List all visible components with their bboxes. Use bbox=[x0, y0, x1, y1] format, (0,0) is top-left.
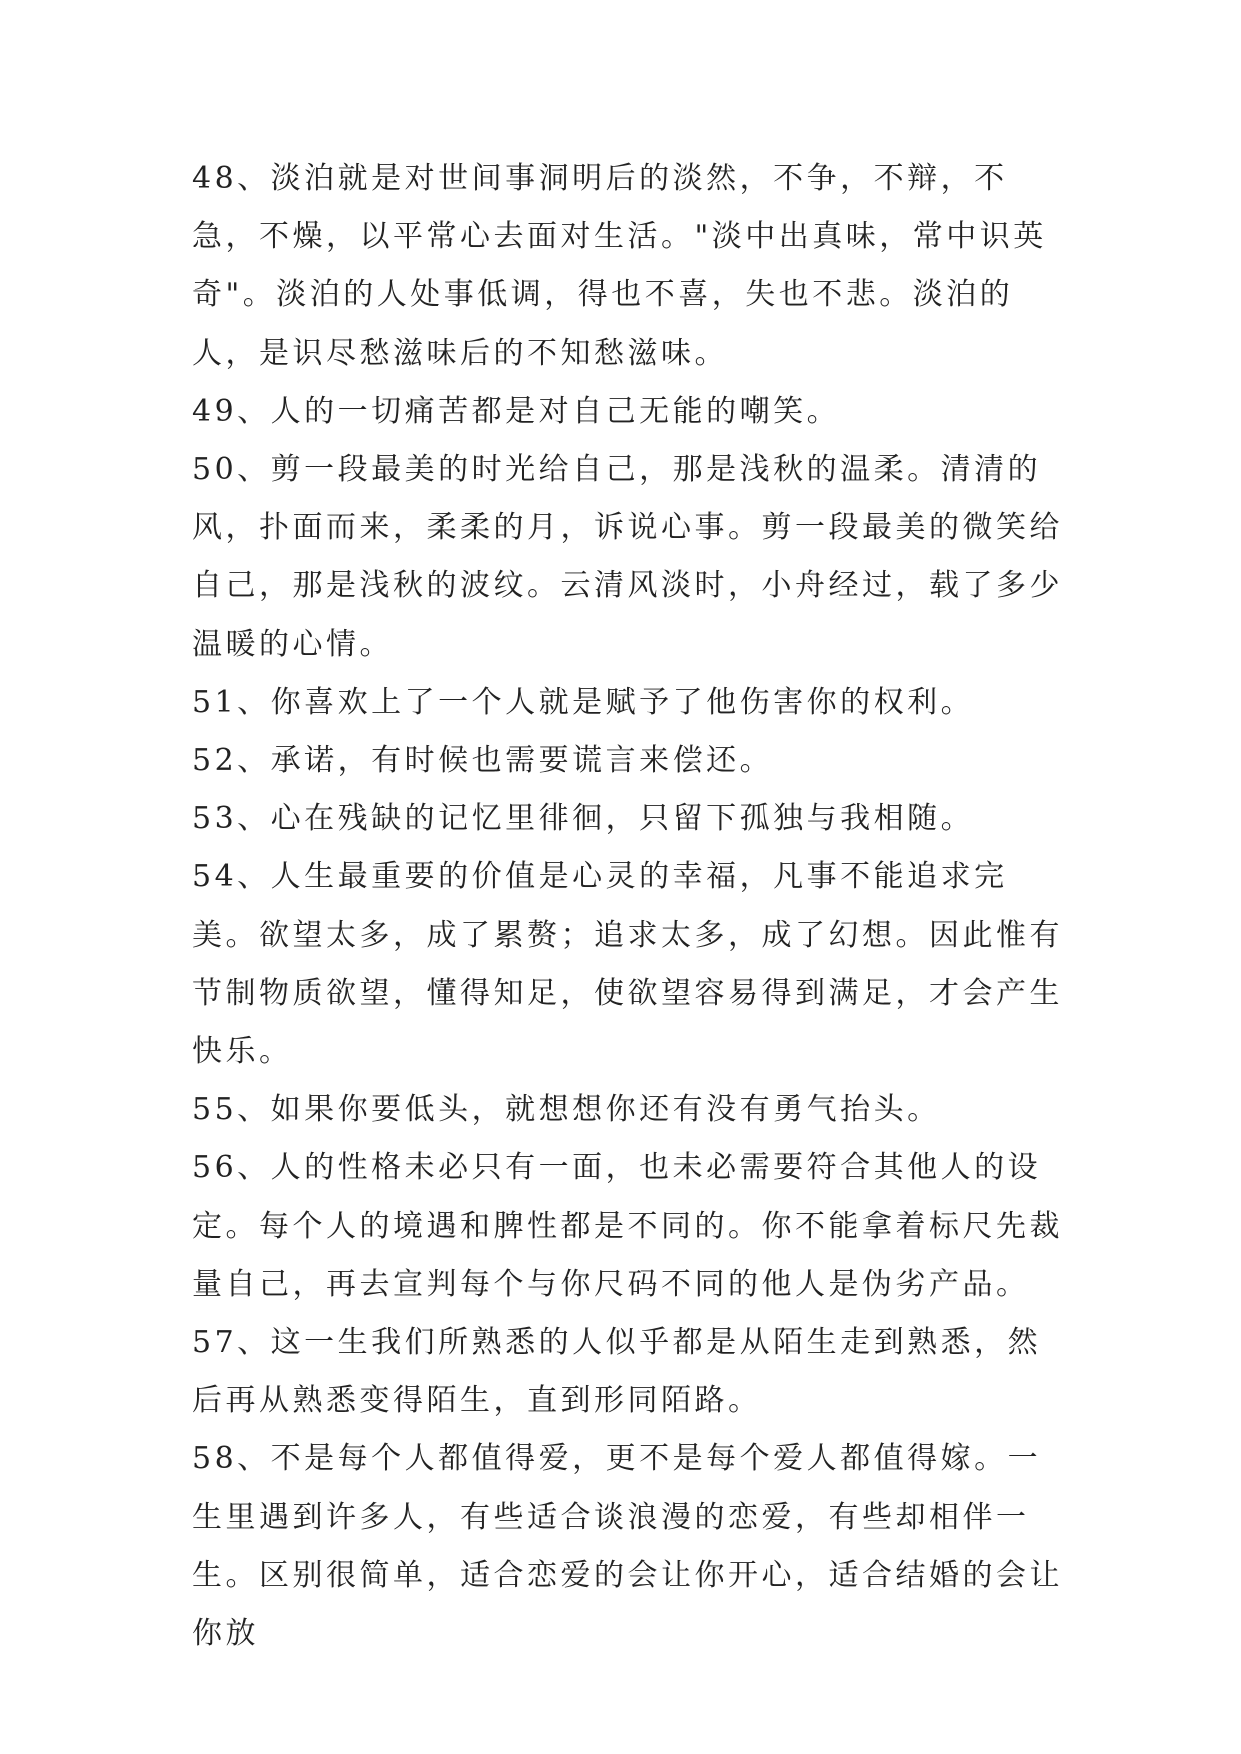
paragraph-53: 53、心在残缺的记忆里徘徊，只留下孤独与我相随。 bbox=[192, 801, 975, 837]
paragraph-50: 50、剪一段最美的时光给自己，那是浅秋的温柔。清清的风，扑面而来，柔柔的月，诉说心事。剪一段最美的微笑给自己，那是浅秋的波纹。云清风淡时，小舟经过，载了多少温暖的心情。 bbox=[192, 452, 1063, 662]
paragraph-56: 56、人的性格未必只有一面，也未必需要符合其他人的设定。每个人的境遇和脾性都是不同的。你不能拿着标尺先裁量自己，再去宣判每个与你尺码不同的他人是伪劣产品。 bbox=[192, 1150, 1063, 1302]
paragraph-55: 55、如果你要低头，就想想你还有没有勇气抬头。 bbox=[192, 1092, 941, 1128]
paragraph-54: 54、人生最重要的价值是心灵的幸福，凡事不能追求完美。欲望太多，成了累赘；追求太多，成了幻想。因此惟有节制物质欲望，懂得知足，使欲望容易得到满足，才会产生快乐。 bbox=[192, 859, 1063, 1070]
paragraph-58: 58、不是每个人都值得爱，更不是每个爱人都值得嫁。一生里遇到许多人，有些适合谈浪漫的恋爱，有些却相伴一生。区别很简单，适合恋爱的会让你开心，适合结婚的会让你放 bbox=[192, 1441, 1063, 1652]
paragraph-49: 49、人的一切痛苦都是对自己无能的嘲笑。 bbox=[192, 393, 841, 429]
paragraph-57: 57、这一生我们所熟悉的人似乎都是从陌生走到熟悉，然后再从熟悉变得陌生，直到形同陌路。 bbox=[192, 1325, 1042, 1419]
document-body bbox=[192, 150, 1072, 1663]
paragraph-48: 48、淡泊就是对世间事洞明后的淡然，不争，不辩，不急，不燥，以平常心去面对生活。"淡中出真味，常中识英奇"。淡泊的人处事低调，得也不喜，失也不悲。淡泊的人，是识尽愁滋味后的不知愁滋味。 bbox=[192, 161, 1047, 371]
paragraph-51: 51、你喜欢上了一个人就是赋予了他伤害你的权利。 bbox=[192, 684, 975, 720]
paragraph-52: 52、承诺，有时候也需要谎言来偿还。 bbox=[192, 743, 774, 779]
